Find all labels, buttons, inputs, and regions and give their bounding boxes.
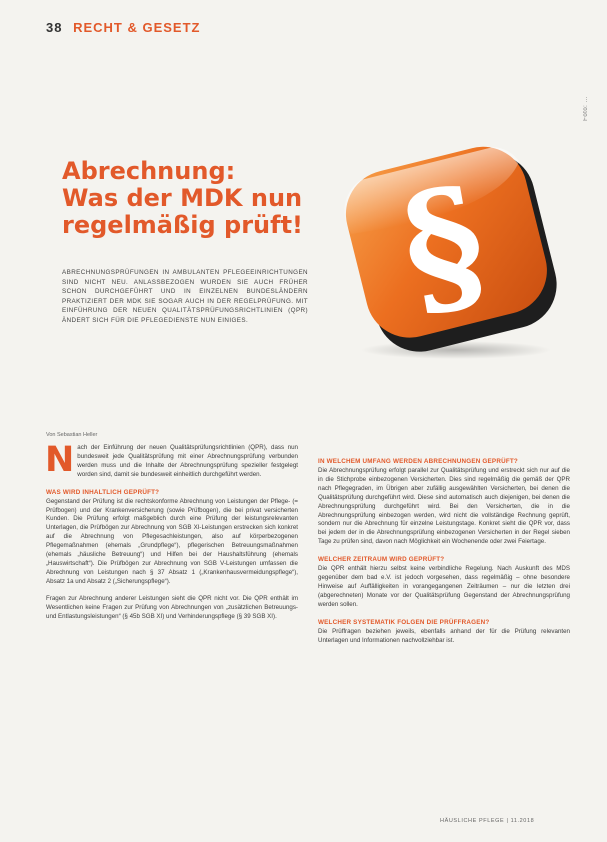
paragraph-umfang: Die Abrechnungsprüfung erfolgt parallel zur Qualitätsprüfung und erstreckt sich nur auf die in die Stichprobe einbezogenen Versicherten. Dies sind regelmäßig die gemäß der QPR nach Pflegegraden, im Übrigen aber zufällig ausgewählten Versicherten, bei denen die Qualitätsprüfung durchgeführt wird. Diese sind automatisch auch diejenigen, bei denen die Abrechnungsprüfung durchgeführt wird. Bei den Versicherten, die in die Abrechnungsprüfung einbezogen werden, wird nicht die vollständige Rechnung geprüft, sondern nur die Abrechnung für einzelne Leistungstage. Konkret sieht die QPR vor, dass bei jedem der in die Abrechnungsprüfung einbezogenen Versicherten in der Regel sieben Tage zu prüfen sind, davon nach Möglichkeit ein Wochenende oder zwei Feiertage. — [318, 467, 570, 546]
photo-credit-vertical: Foto: ... — [583, 96, 589, 121]
paragraph-fragen: Fragen zur Abrechnung anderer Leistungen sieht die QPR nicht vor. Die QPR enthält im Wesentlichen keine Fragen zur Prüfung von Abrechnungen von „zusätzlichen Betreuungs- und Entlastungsleistungen“ (§ 45b SGB XI) und Verhinderungspflege (§ 39 SGB XI). — [46, 594, 298, 620]
paragraph-systematik: Die Prüffragen beziehen jeweils, ebenfalls anhand der für die Prüfung relevanten Unterlagen und Informationen nachvollziehbar ist. — [318, 627, 570, 644]
article-lead: ABRECHNUNGSPRÜFUNGEN IN AMBULANTEN PFLEGEEINRICHTUNGEN SIND NICHT NEU. ANLASSBEZOGEN WURDEN SIE AUCH FRÜHER SCHON DURCHGEFÜHRT UND IN EINZELNEN BUNDESLÄNDERN PRAKTIZIERT DER MDK SIE SOGAR AUCH IN DER REGELPRÜFUNG. MIT EINFÜHRUNG DER NEUEN QUALITÄTSPRÜFUNGSRICHTLINIEN (QPR) ÄNDERT SICH FÜR DIE PFLEGEDIENSTE NUN EINIGES. — [62, 269, 308, 324]
page-number: 38 — [46, 20, 63, 35]
subheading-zeitraum: WELCHER ZEITRAUM WIRD GEPRÜFT? — [318, 556, 445, 564]
drop-cap: N — [45, 440, 75, 480]
subheading-inhaltlich: WAS WIRD INHALTLICH GEPRÜFT? — [46, 488, 160, 496]
page-footer: HÄUSLICHE PFLEGE | 11.2018 — [440, 818, 535, 824]
article-title — [62, 158, 332, 239]
title-line-3: regelmäßig prüft! — [62, 211, 303, 239]
paragraph-inhaltlich: Gegenstand der Prüfung ist die rechtskonforme Abrechnung von Leistungen der Pflege- (= Prüfbogen) und der Krankenversicherung (sowie Prüfbogen), die bei privat versicherten Kunden. Die Prüfung erfolgt maßgeblich durch eine Prüfung der leistungsrelevanten Unterlagen, die Prüfbögen zur Abrechnung von SGB XI-Leistungen erstrecken sich konkret auf die Abrechnung von Pflegesachleistungen, also auf körperbezogenen Pflegemaßnahmen (ehemals „Grundpflege“), pflegerischen Betreuungsmaßnahmen (ehemals „häusliche Betreuung“) und Hilfen bei der Haushaltsführung (ehemals „Hauswirtschaft“). Die Prüfbögen zur Abrechnung von SGB V-Leistungen umfassen die Abrechnung von Leistungen nach § 37 Absatz 1 („Krankenhausvermeidungspflege“), Absatz 1a und Absatz 2 („Sicherungspflege“). — [46, 497, 298, 585]
title-line-2: Was der MDK nun — [62, 184, 303, 212]
intro-paragraph — [45, 440, 298, 480]
author-credit: Von Sebastian Heller — [46, 432, 98, 438]
intro-text: ach der Einführung der neuen Qualitätsprüfungsrichtlinien (QPR), dass nun bundesweit jede Qualitätsprüfung mit einer Abrechnungsprüfung verbunden werden muss und die Inhalte der Abrechnungsprüfung spezieller festgelegt worden sind, damit sie bundesweit einheitlich durchgeführt werden. — [77, 444, 298, 478]
subheading-systematik: WELCHER SYSTEMATIK FOLGEN DIE PRÜFFRAGEN? — [318, 618, 490, 626]
paragraph-icon — [336, 138, 568, 363]
title-line-1: Abrechnung: — [62, 157, 236, 185]
section-label: RECHT & GESETZ — [73, 20, 201, 35]
left-column — [45, 440, 298, 629]
right-column — [318, 457, 570, 654]
subheading-umfang: IN WELCHEM UMFANG WERDEN ABRECHNUNGEN GEPRÜFT? — [318, 458, 518, 465]
paragraph-zeitraum: Die QPR enthält hierzu selbst keine verbindliche Regelung. Nach Auskunft des MDS gegenüber dem bad e.V. ist jedoch vorgesehen, dass regelmäßig – ohne besondere Hinweise auf Auffälligkeiten in vorangegangenen Zeiträumen – nur die letzten drei (abgerechneten) Monate vor der Qualitätsprüfung Gegenstand der Abrechnungsprüfung werden sollen. — [318, 565, 570, 608]
svg-text:§: § — [389, 152, 498, 340]
page-header — [46, 20, 201, 35]
